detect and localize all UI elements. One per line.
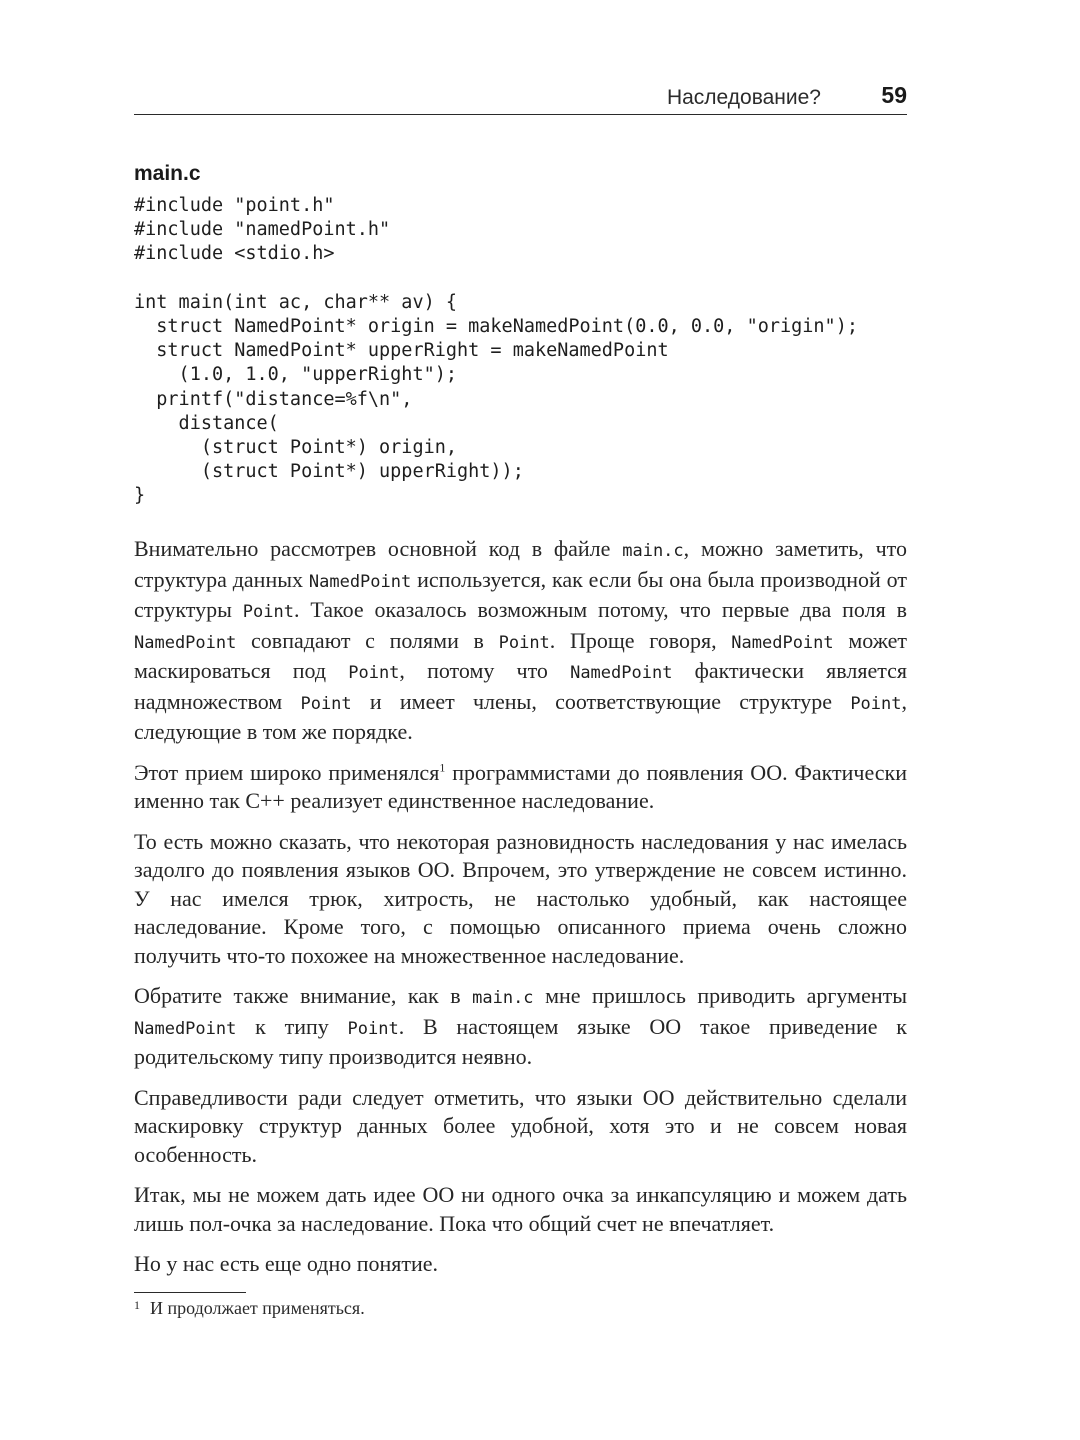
text-run: , потому что [399,658,571,683]
text-run: и имеет члены, соответствующие структуре [351,688,851,714]
code-line [134,267,858,291]
code-line: } [134,485,146,507]
inline-code: main.c [472,988,534,1008]
paragraph [134,1084,907,1170]
code-line: printf("distance=%f\n", [134,388,413,410]
inline-code: Point [348,663,400,683]
inline-code: NamedPoint [134,1018,237,1039]
running-header [134,80,907,115]
code-line: int main(int ac, char** av) { [134,291,458,313]
text-run: , можно заметить, что структура данных [134,536,907,592]
text-run: . Проще говоря, [549,627,732,653]
code-line: #include "point.h" [134,195,335,216]
inline-code: main.c [622,541,684,561]
text-run: Итак, мы не можем дать идее ОО ни одного очка за инкапсуляцию и можем дать лишь пол-очка за наследование. Пока что общий счет не впечатляет. [134,1182,907,1236]
code-line: (struct Point*) upperRight)); [134,461,524,483]
code-line: #include <stdio.h> [134,243,335,265]
text-run: совпадают с полями в [236,627,499,653]
inline-code: NamedPoint [134,632,237,653]
text-run: может маскироваться под [134,627,907,683]
section-title: Наследование? [666,86,821,109]
paragraph [134,828,907,971]
code-line: (struct Point*) origin, [134,436,458,458]
paragraph [134,535,907,747]
code-line: #include "namedPoint.h" [134,219,391,241]
inline-code: Point [498,632,550,653]
text-run: . В настоящем языке ОО такое приведение к родительскому типу производится неявно. [134,1013,908,1069]
paragraph [134,759,907,816]
paragraph [134,1250,907,1279]
inline-code: NamedPoint [570,663,673,683]
code-line: (1.0, 1.0, "upperRight"); [134,364,458,386]
inline-code: Point [242,602,294,622]
text-run: То есть можно сказать, что некоторая разновидность наследования у нас имелась задолго до появления языков ОО. Впрочем, это утверждение не совсем истинно. У нас имелся трюк, хитрость, не настолько удобный, как настоящее наследование. Кроме того, с помощью описанного приема очень сложно получить что-то похожее на множественное наследование. [134,828,907,968]
code-line: struct NamedPoint* upperRight = makeNamedPoint [134,340,669,362]
code-line: distance( [134,412,279,434]
text-run: Справедливости ради следует отметить, что языки ОО действительно сделали маскировку структур данных более удобной, хотя это и не совсем новая особенность. [134,1084,907,1167]
paragraph [134,982,907,1072]
text-run: программистами до появления ОО. Фактически именно так С++ реализует единственное наследование. [134,759,907,813]
text-run: Этот прием широко применялся [134,759,440,785]
footnote [134,1298,365,1319]
inline-code: NamedPoint [731,632,834,653]
code-block [134,194,858,508]
page-number: 59 [881,82,907,108]
footnote-reference: 1 [439,760,446,775]
text-run: Внимательно рассмотрев основной код в файле [134,536,623,561]
paragraph [134,1181,907,1238]
inline-code: Point [300,693,352,714]
text-run: , следующие в том же порядке. [134,688,907,744]
text-run: Но у нас есть еще одно понятие. [134,1251,439,1276]
text-run: используется, как если бы она была производной от структуры [134,566,907,622]
inline-code: Point [850,693,902,714]
text-run: фактически является надмножеством [134,658,907,714]
footnote-divider [134,1292,246,1293]
footnote-marker: 1 [134,1298,140,1312]
text-run: к типу [236,1013,348,1039]
code-line: struct NamedPoint* origin = makeNamedPoint(0.0, 0.0, "origin"); [134,315,858,337]
inline-code: Point [347,1018,399,1039]
footnote-text: И продолжает применяться. [150,1298,365,1318]
text-run: мне пришлось приводить аргументы [533,983,907,1008]
code-file-title: main.c [134,162,201,185]
text-run: Обратите также внимание, как в [134,983,473,1008]
body-text [134,535,907,1279]
inline-code: NamedPoint [308,571,412,592]
text-run: . Такое оказалось возможным потому, что первые два поля в [293,597,907,622]
